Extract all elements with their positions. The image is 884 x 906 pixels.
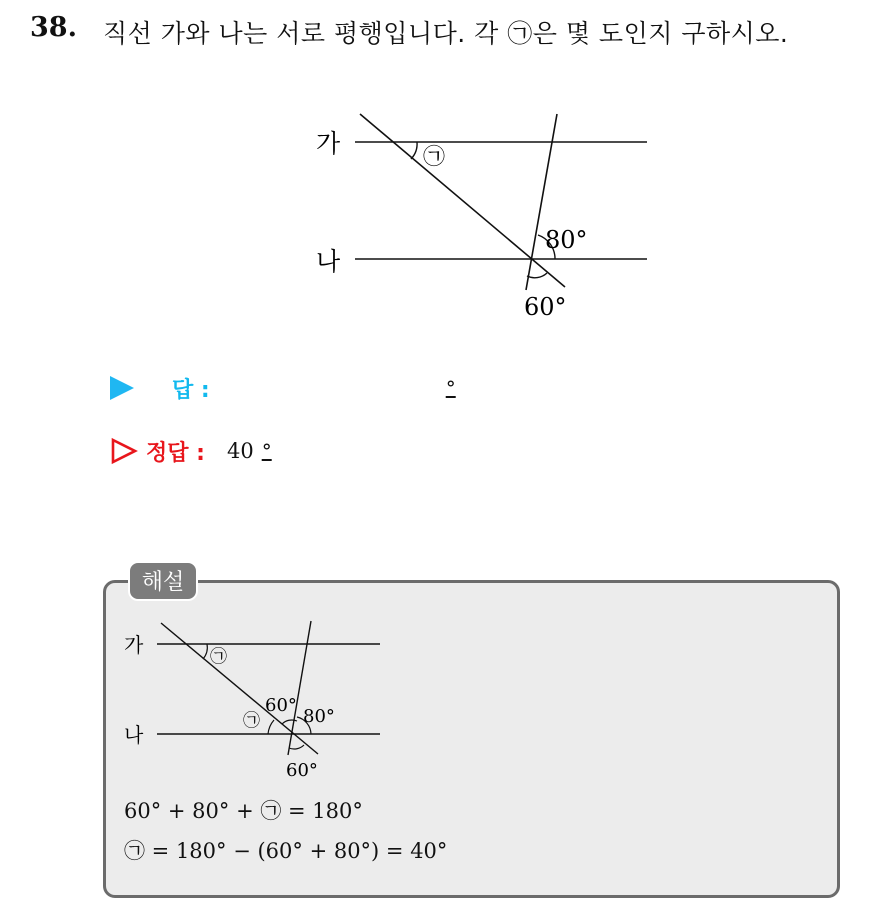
- label-line-a: 가: [316, 129, 341, 158]
- question-number: 38.: [30, 12, 77, 43]
- label-line-b: 나: [316, 247, 341, 276]
- exp-label-line-b: 나: [124, 723, 144, 747]
- label-angle-target: ㉠: [423, 145, 446, 170]
- exp-label-angle-60-top: 60°: [265, 695, 297, 716]
- explanation-tag: 해설: [128, 561, 198, 601]
- exp-label-angle-60-bottom: 60°: [286, 760, 318, 781]
- correct-label: 정답 :: [146, 440, 205, 466]
- equation-2: ㉠ = 180° − (60° + 80°) = 40°: [124, 839, 448, 863]
- exp-label-angle-lower-target: ㉠: [243, 711, 260, 731]
- exp-arc-lower-target: [268, 720, 274, 734]
- label-angle-80: 80°: [545, 226, 588, 254]
- correct-value: 40: [226, 439, 254, 463]
- exp-arc-target: [203, 644, 207, 659]
- correct-unit: °: [261, 439, 272, 463]
- exp-label-line-a: 가: [124, 633, 144, 657]
- equation-1: 60° + 80° + ㉠ = 180°: [124, 799, 363, 823]
- exp-label-angle-target: ㉠: [210, 647, 227, 667]
- exp-arc-60-top: [282, 720, 297, 724]
- answer-label: 답 :: [172, 377, 210, 403]
- answer-unit: °: [445, 376, 456, 400]
- question-text: 직선 가와 나는 서로 평행입니다. 각 ㉠은 몇 도인지 구하시오.: [103, 19, 789, 48]
- label-angle-60: 60°: [524, 293, 567, 321]
- exp-transversal-steep: [288, 621, 311, 755]
- exp-label-angle-80: 80°: [303, 706, 335, 727]
- exp-arc-60-bottom: [289, 745, 304, 749]
